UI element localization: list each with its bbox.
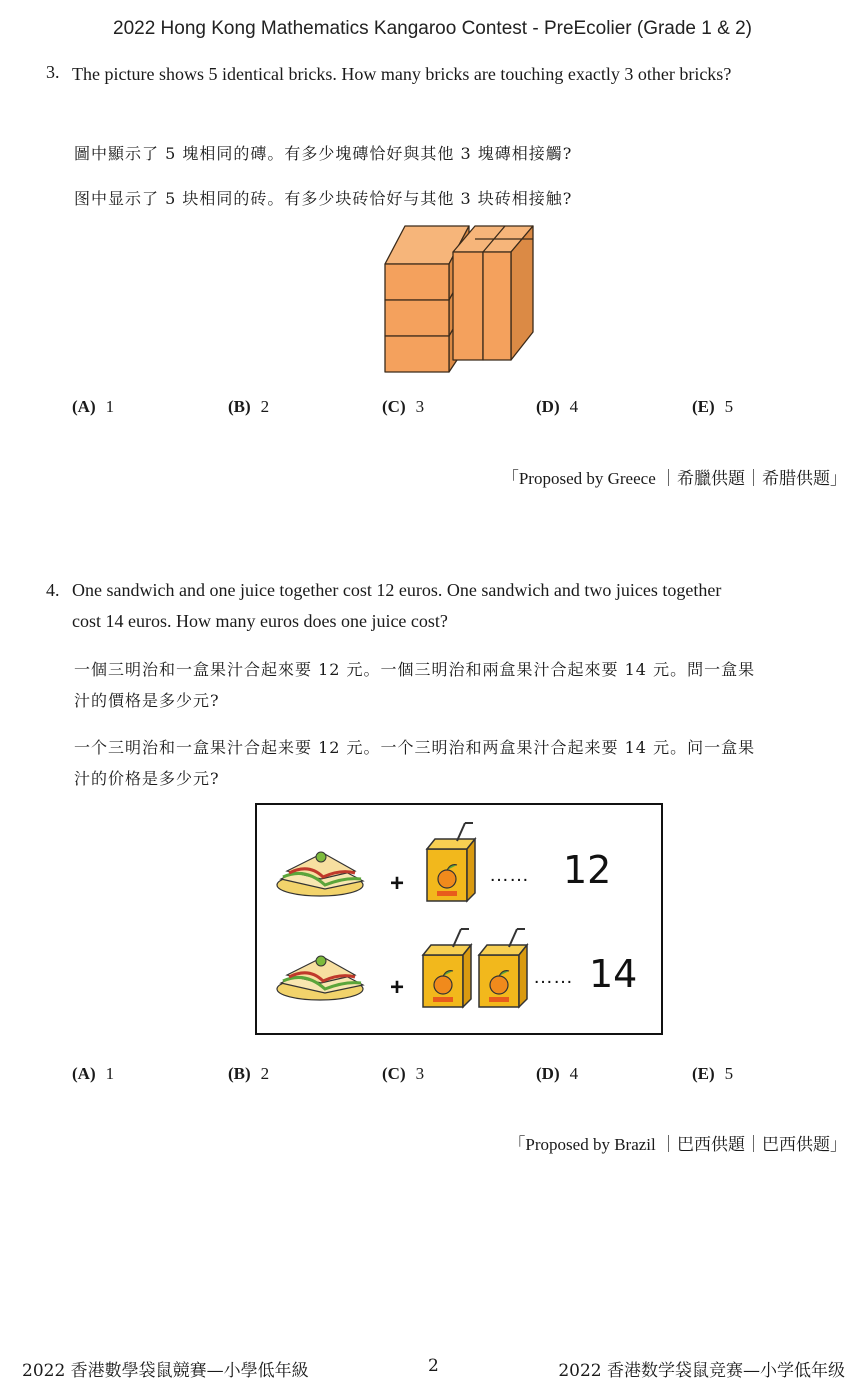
q4-option-d[interactable]: (D) 4: [536, 1064, 579, 1083]
q4-text-zh-simp: 一个三明治和一盒果汁合起来要 12 元。一个三明治和两盒果汁合起来要 14 元。问一盒果 汁的价格是多少元?: [74, 738, 756, 788]
q4-proposer: 「Proposed by Brazil ｜巴西供題｜巴西供题」: [508, 1135, 847, 1154]
q4-option-c[interactable]: (C) 3: [382, 1064, 425, 1083]
q3-option-c[interactable]: (C) 3: [382, 397, 425, 416]
sandwich-juice-figure: [255, 803, 663, 1035]
q4-text-en: One sandwich and one juice together cost 12 euros. One sandwich and two juices together cost 14 euros. How many euros does one juice cost?: [72, 580, 722, 631]
page-header: 2022 Hong Kong Mathematics Kangaroo Contest - PreEcolier (Grade 1 & 2): [113, 18, 752, 39]
brick-right-front-2: [483, 252, 511, 360]
footer-right: 2022 香港数学袋鼠竞赛—小学低年级: [558, 1361, 845, 1381]
q4-text-zh-trad: 一個三明治和一盒果汁合起來要 12 元。一個三明治和兩盒果汁合起來要 14 元。問一盒果 汁的價格是多少元?: [74, 660, 756, 710]
brick-left-front-3: [385, 336, 449, 372]
bricks-figure: [383, 224, 535, 381]
q3-option-e[interactable]: (E) 5: [692, 397, 734, 416]
sandwich-icon: [277, 956, 363, 1000]
q3-text-zh-trad: 圖中顯示了 5 塊相同的磚。有多少塊磚恰好與其他 3 塊磚相接觸?: [74, 144, 573, 163]
sandwich-icon: [277, 852, 363, 896]
row1-total: 12: [563, 848, 612, 892]
q3-number: 3.: [46, 62, 60, 82]
plus-sign-row2: +: [390, 974, 405, 1001]
q3-proposer: 「Proposed by Greece ｜希臘供題｜希腊供题」: [501, 469, 847, 488]
juice-box-icon: [423, 929, 471, 1007]
q4-option-e[interactable]: (E) 5: [692, 1064, 734, 1083]
q3-option-d[interactable]: (D) 4: [536, 397, 579, 416]
row2-total: 14: [589, 952, 638, 996]
brick-left-front-1: [385, 264, 449, 300]
juice-box-icon: [427, 823, 475, 901]
brick-right-front-1: [453, 252, 483, 360]
q3-option-b[interactable]: (B) 2: [228, 397, 270, 416]
page-number: 2: [428, 1356, 439, 1376]
q4-option-b[interactable]: (B) 2: [228, 1064, 270, 1083]
dots-row1: ……: [489, 864, 529, 886]
footer-left: 2022 香港數學袋鼠競賽—小學低年級: [22, 1361, 309, 1381]
brick-left-front-2: [385, 300, 449, 336]
q3-text-zh-simp: 图中显示了 5 块相同的砖。有多少块砖恰好与其他 3 块砖相接触?: [74, 189, 573, 208]
juice-box-icon: [479, 929, 527, 1007]
dots-row2: ……: [533, 966, 573, 988]
plus-sign-row1: +: [390, 870, 405, 897]
q3-text-en: The picture shows 5 identical bricks. How many bricks are touching exactly 3 other bricks?: [72, 64, 732, 84]
q4-option-a[interactable]: (A) 1: [72, 1064, 115, 1083]
q4-number: 4.: [46, 580, 60, 600]
q3-option-a[interactable]: (A) 1: [72, 397, 115, 416]
